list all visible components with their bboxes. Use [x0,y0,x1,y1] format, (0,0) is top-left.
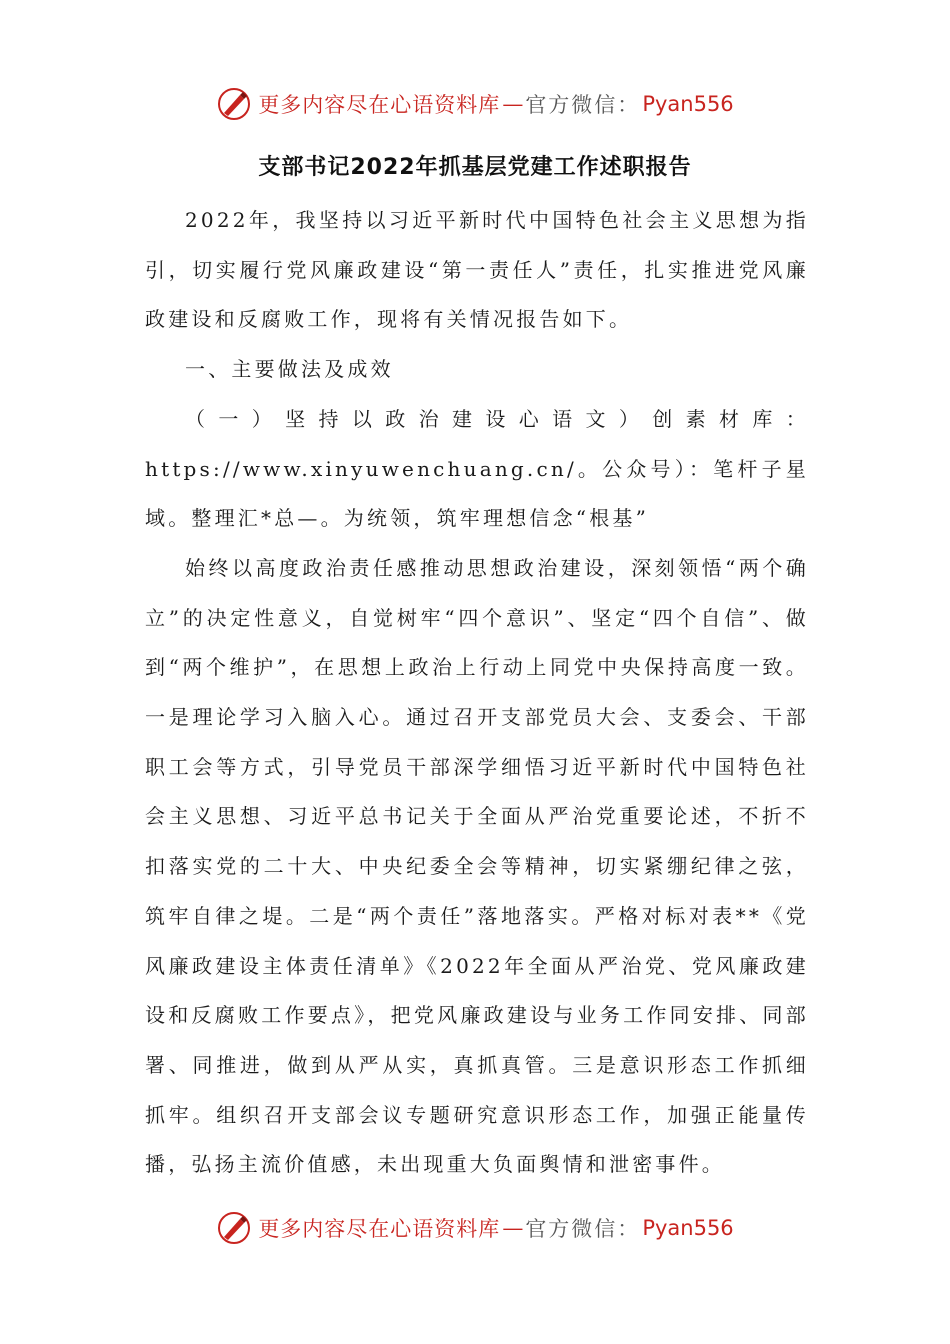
section-heading: 一、主要做法及成效 [185,357,394,382]
header-banner [0,84,950,124]
footer-banner [0,1208,950,1248]
pen-logo-icon [216,1210,252,1246]
banner-dash: — [502,1216,524,1240]
banner-sub-text: 官方微信： [525,1217,641,1241]
banner-sub-text: 官方微信： [525,93,641,117]
banner-account-id: Pyan556 [642,1216,734,1240]
banner-dash: — [502,92,524,116]
body-paragraph: 始终以高度政治责任感推动思想政治建设，深刻领悟“两个确立”的决定性意义，自觉树牢“四个意识”、坚定“四个自信”、做到“两个维护”，在思想上政治上行动上同党中央保持高度一致。一是理论学习入脑入心。通过召开支部党员大会、支委会、干部职工会等方式，引导党员干部深学细悟习近平新时代中国特色社会主义思想、习近平总书记关于全面从严治党重要论述，不折不扣落实党的二十大、中央纪委全会等精神，切实紧绷纪律之弦，筑牢自律之堤。二是“两个责任”落地落实。严格对标对表**《党风廉政建设主体责任清单》《2022年全面从严治党、党风廉政建设和反腐败工作要点》，把党风廉政建设与业务工作同安排、同部署、同推进，做到从严从实，真抓真管。三是意识形态工作抓细抓牢。组织召开支部会议专题研究意识形态工作，加强正能量传播，弘扬主流价值感，未出现重大负面舆情和泄密事件。 [145,555,809,1177]
intro-paragraph: 2022年，我坚持以习近平新时代中国特色社会主义思想为指引，切实履行党风廉政建设“第一责任人”责任，扎实推进党风廉政建设和反腐败工作，现将有关情况报告如下。 [145,208,809,332]
subsection-heading: （一）坚持以政治建设心语文）创素材库：https://www.xinyuwenchuang.cn/。公众号）：笔杆子星域。整理汇*总—。为统领，筑牢理想信念“根基” [145,406,809,531]
banner-main-text: 更多内容尽在心语资料库 [258,1217,501,1241]
document-title: 支部书记2022年抓基层党建工作述职报告 [258,155,692,180]
banner-account-id: Pyan556 [642,92,734,116]
banner-main-text: 更多内容尽在心语资料库 [258,93,501,117]
document-body [145,196,809,1190]
pen-logo-icon [216,86,252,122]
